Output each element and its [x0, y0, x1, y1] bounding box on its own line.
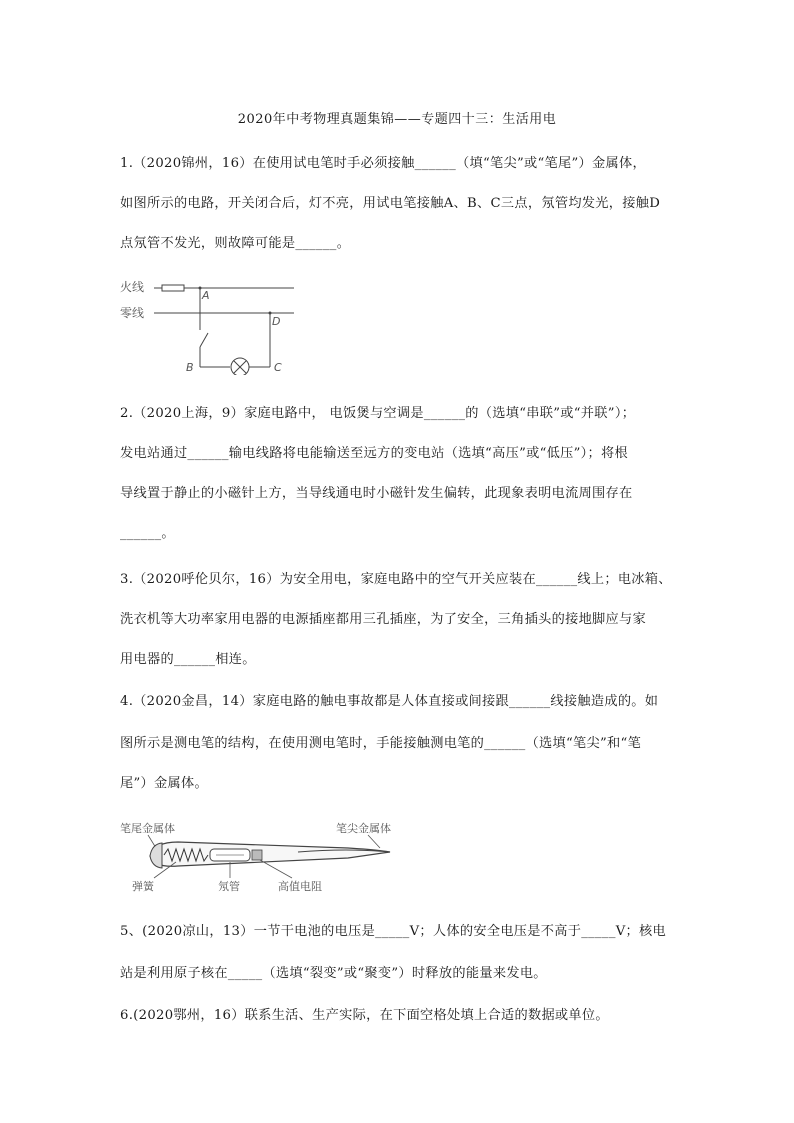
- live-wire-label: 火线: [120, 280, 145, 294]
- q1-line-2: 如图所示的电路，开关闭合后，灯不亮，用试电笔接触A、B、C三点，氖管均发光，接触D: [120, 196, 661, 211]
- q4-line-3: 尾”）金属体。: [120, 776, 208, 791]
- q1-line-1: 1.（2020锦州，16）在使用试电笔时手必须接触______（填“笔尖”或“笔尾”）金属体，: [120, 156, 646, 171]
- q2-line-4: ______。: [120, 526, 175, 541]
- q6-line-1: 6.(2020鄂州，16）联系生活、生产实际，在下面空格处填上合适的数据或单位。: [120, 1008, 609, 1023]
- page-title: 2020年中考物理真题集锦——专题四十三：生活用电: [237, 112, 557, 127]
- q4-line-1: 4.（2020金昌，14）家庭电路的触电事故都是人体直接或间接跟______线接触造成的。如: [120, 694, 659, 709]
- tail-metal-label: 笔尾金属体: [120, 822, 175, 835]
- q2-line-1: 2.（2020上海，9）家庭电路中， 电饭煲与空调是______的（选填“串联”或“并联”）；: [120, 406, 636, 421]
- q3-line-1: 3.（2020呼伦贝尔，16）为安全用电，家庭电路中的空气开关应装在______线上；电冰箱、: [120, 572, 672, 587]
- q5-line-2: 站是利用原子核在_____（选填“裂变”或“聚变”）时释放的能量来发电。: [120, 966, 547, 981]
- resistor-label: 高值电阻: [278, 880, 322, 893]
- point-d-label: D: [272, 315, 281, 328]
- q4-line-2: 图所示是测电笔的结构，在使用测电笔时，手能接触测电笔的______（选填“笔尖”和“笔: [120, 736, 642, 751]
- neon-tube-label: 氖管: [218, 880, 240, 893]
- point-c-label: C: [274, 361, 282, 374]
- resistor-icon: [252, 850, 262, 860]
- point-b-label: B: [186, 361, 194, 374]
- test-pen-diagram: [118, 818, 408, 896]
- fuse-icon: [162, 285, 184, 291]
- q2-line-3: 导线置于静止的小磁针上方，当导线通电时小磁针发生偏转，此现象表明电流周围存在: [120, 486, 633, 501]
- q5-line-1: 5、(2020凉山，13）一节干电池的电压是_____V；人体的安全电压是不高于_____V；核电: [120, 924, 666, 939]
- q3-line-2: 洗衣机等大功率家用电器的电源插座都用三孔插座，为了安全，三角插头的接地脚应与家: [120, 612, 647, 627]
- tip-metal-label: 笔尖金属体: [336, 822, 391, 835]
- spring-label: 弹簧: [132, 880, 154, 893]
- q1-line-3: 点氖管不发光，则故障可能是______。: [120, 236, 351, 251]
- q3-line-3: 用电器的______相连。: [120, 652, 256, 667]
- circuit-diagram: [118, 275, 296, 375]
- neutral-wire-label: 零线: [120, 306, 145, 320]
- switch-icon: [200, 333, 208, 347]
- q2-line-2: 发电站通过______输电线路将电能输送至远方的变电站（选填“高压”或“低压”）；将根: [120, 446, 629, 461]
- point-a-label: A: [202, 289, 210, 302]
